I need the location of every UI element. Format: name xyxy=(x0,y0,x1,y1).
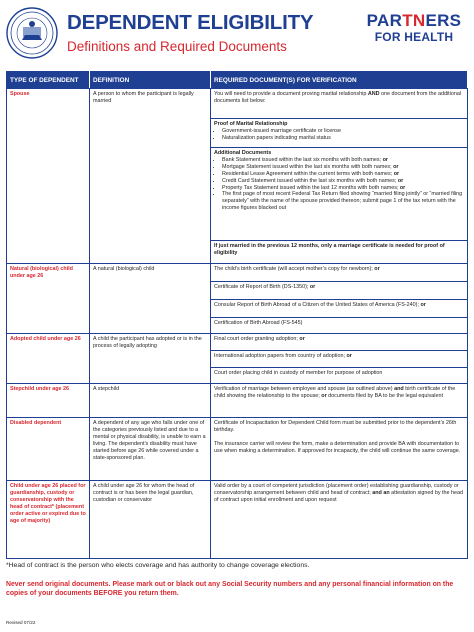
required-documents xyxy=(211,418,468,481)
partners-for-health-logo xyxy=(362,12,466,44)
dependent-type: Child under age 26 placed for guardianship, custody or conservatorship with the head of contract* (placement order active or expired due to age of majority) xyxy=(7,481,90,559)
table-row-natural-child xyxy=(7,264,468,334)
logo-text-part3: ERS xyxy=(425,11,462,30)
table-header-row xyxy=(7,72,468,89)
document-option: International adoption papers from country of adoption; or xyxy=(211,351,467,368)
list-item: • Mortgage Statement issued within the last six months with both names; or xyxy=(222,164,464,171)
column-header-documents: REQUIRED DOCUMENT(S) FOR VERIFICATION xyxy=(211,72,468,89)
warning-notice: Never send original documents. Please mark out or black out any Social Security numbers and any personal financial information on the copies of your documents BEFORE you return them. xyxy=(6,581,454,597)
logo-text-part1: PAR xyxy=(366,11,403,30)
required-documents xyxy=(211,264,468,334)
document-paragraph: Certificate of Incapacitation for Dependent Child form must be submitted prior to the dependent’s 26th birthday. xyxy=(214,420,457,433)
logo-text-part2: TN xyxy=(402,11,426,30)
proof-of-marital-relationship: Proof of Marital Relationship • Government-issued marriage certificate or license • Naturalization papers indicating marital status xyxy=(211,119,467,148)
document-option: Final court order granting adoption; or xyxy=(211,334,467,351)
table-row-guardianship xyxy=(7,481,468,559)
dependent-type: Spouse xyxy=(7,89,90,264)
required-documents: Verification of marriage between employee and spouse (as outlined above) and birth certificate of the child showing the relationship to the spouse; or documents filed by BA to be the legal equivalent xyxy=(211,384,468,418)
table-row-disabled-dependent xyxy=(7,418,468,481)
logo-text-line2: FOR HEALTH xyxy=(374,30,454,44)
eligibility-table xyxy=(6,71,468,559)
table-row-spouse xyxy=(7,89,468,264)
just-married-note: If just married in the previous 12 months, only a marriage certificate is needed for proof of eligibility xyxy=(214,243,445,256)
document-option: Court order placing child in custody of member for purpose of adoption xyxy=(214,370,383,376)
dependent-type: Natural (biological) child under age 26 xyxy=(7,264,90,334)
list-item: • Government-issued marriage certificate or license xyxy=(222,128,464,135)
definition: A stepchild xyxy=(90,384,211,418)
required-documents xyxy=(211,89,468,264)
list-item: • Residential Lease Agreement within the current terms with both names; or xyxy=(222,171,464,178)
page-title: DEPENDENT ELIGIBILITY xyxy=(67,11,314,34)
page-header xyxy=(0,0,474,70)
column-header-definition: DEFINITION xyxy=(90,72,211,89)
column-header-type: TYPE OF DEPENDENT xyxy=(7,72,90,89)
list-item: • The first page of most recent Federal Tax Return filed showing “married filing jointly” or “married filing separately” with the name of the spouse provided thereon; submit page 1 of the tax return with the income figures blacked out xyxy=(222,191,464,212)
definition: A child the participant has adopted or is in the process of legally adopting xyxy=(90,334,211,384)
list-item: • Credit Card Statement issued within the last six months with both names; or xyxy=(222,178,464,185)
document-option: Certificate of Report of Birth (DS-1350); or xyxy=(211,282,467,300)
document-option: Consular Report of Birth Abroad of a Citizen of the United States of America (FS-240); or xyxy=(211,300,467,318)
state-seal-icon xyxy=(6,7,58,59)
definition: A natural (biological) child xyxy=(90,264,211,334)
document-option: The child’s birth certificate (will accept mother’s copy for newborn); or xyxy=(211,264,467,282)
required-documents xyxy=(211,334,468,384)
revision-date: Revised 07/22 xyxy=(6,620,36,625)
table-row-stepchild xyxy=(7,384,468,418)
document-paragraph: The insurance carrier will review the form, make a determination and provide BA with documentation to use when making a determination. If approved for incapacity, the child will continue the same coverage. xyxy=(214,440,461,454)
additional-documents: Additional Documents • Bank Statement issued within the last six months with both names; or • Mortgage Statement issued within the last six months with both names; or • Residential Lease Agreement within the current terms with both names; or • Credit Card Statement issued within the last six months with both names; or • Property Tax Statement issued within the last 12 months with both names; or • The first page of most recent Federal Tax Return filed showing “married filing jointly” or “married filing separately” with the name of the spouse provided thereon; submit page 1 of the tax return with the income figures blacked out xyxy=(211,148,467,241)
definition: A child under age 26 for whom the head of contract is or has been the legal guardian, custodian or conservator xyxy=(90,481,211,559)
list-item: • Property Tax Statement issued within the last 12 months with both names; or xyxy=(222,185,464,192)
spouse-intro: You will need to provide a document proving marital relationship AND one document from the additional documents list below: xyxy=(211,89,467,119)
list-item: • Bank Statement issued within the last six months with both names; or xyxy=(222,157,464,164)
dependent-type: Stepchild under age 26 xyxy=(7,384,90,418)
dependent-type: Disabled dependent xyxy=(7,418,90,481)
document-option: Certification of Birth Abroad (FS-545) xyxy=(214,320,303,326)
definition: A dependent of any age who falls under one of the categories previously listed and due to a mental or physical disability, is unable to earn a living. The dependent’s disability must have started before age 26 while covered under a state-sponsored plan. xyxy=(90,418,211,481)
page-subtitle: Definitions and Required Documents xyxy=(67,39,287,54)
definition: A person to whom the participant is legally married xyxy=(90,89,211,264)
dependent-type: Adopted child under age 26 xyxy=(7,334,90,384)
table-row-adopted-child xyxy=(7,334,468,384)
head-of-contract-footnote: *Head of contract is the person who elects coverage and has authority to change coverage elections. xyxy=(6,562,310,569)
list-item: • Naturalization papers indicating marital status xyxy=(222,135,464,142)
required-documents: Valid order by a court of competent jurisdiction (placement order) establishing guardianship, custody or conservatorship arrangement between child and head of contract; and an attestation signed by the head of contract upon initial enrollment and upon request xyxy=(211,481,468,559)
